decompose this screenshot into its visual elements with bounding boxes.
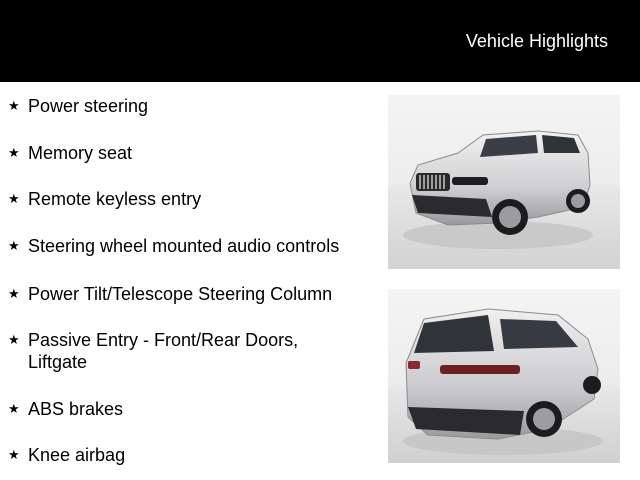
feature-item — [8, 398, 368, 420]
vehicle-rear-image — [388, 289, 620, 463]
vehicle-front-photo[interactable] — [388, 95, 620, 269]
vehicle-rear-photo[interactable] — [388, 289, 620, 463]
feature-item — [8, 95, 368, 117]
feature-item — [8, 142, 368, 164]
star-icon: ★ — [8, 191, 20, 206]
star-icon: ★ — [8, 401, 20, 416]
star-icon: ★ — [8, 332, 20, 347]
feature-label: Power Tilt/Telescope Steering Column — [28, 284, 333, 304]
page-title: Vehicle Highlights — [465, 31, 608, 51]
feature-item — [8, 283, 368, 305]
star-icon: ★ — [8, 238, 20, 253]
feature-item — [8, 329, 308, 373]
feature-label: Passive Entry - Front/Rear Doors, Liftgate — [28, 330, 299, 372]
vehicle-front-image — [388, 95, 620, 269]
feature-label: Steering wheel mounted audio controls — [28, 236, 340, 256]
feature-label: ABS brakes — [28, 399, 124, 419]
feature-label: Memory seat — [28, 143, 133, 163]
feature-label: Remote keyless entry — [28, 189, 202, 209]
feature-item — [8, 235, 368, 257]
star-icon: ★ — [8, 145, 20, 160]
star-icon: ★ — [8, 447, 20, 462]
star-icon: ★ — [8, 98, 20, 113]
feature-item — [8, 444, 368, 466]
feature-label: Knee airbag — [28, 445, 126, 465]
feature-label: Power steering — [28, 96, 149, 116]
star-icon: ★ — [8, 286, 20, 301]
feature-item — [8, 188, 368, 210]
